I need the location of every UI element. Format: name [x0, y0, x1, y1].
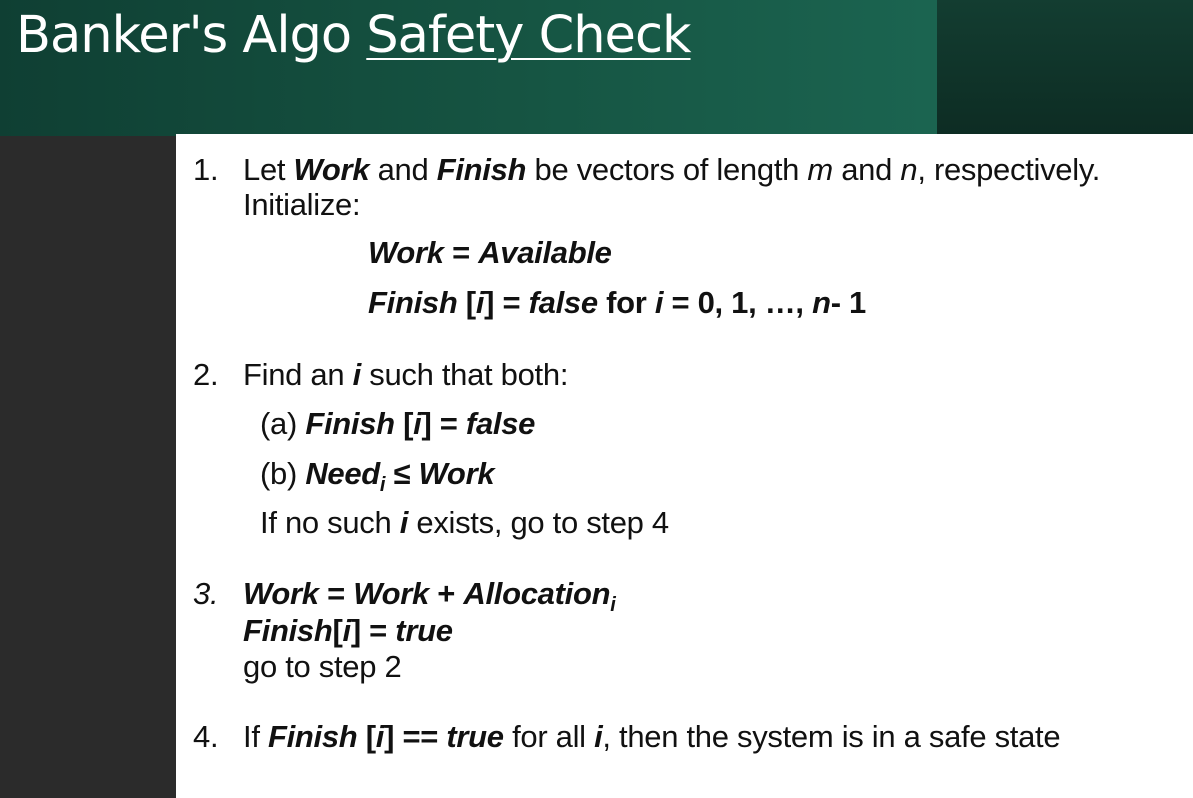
- var-i: i: [594, 719, 603, 754]
- bracket: [: [332, 613, 343, 648]
- term-work: Work: [293, 152, 370, 187]
- condition-label: (b): [260, 456, 306, 491]
- var-i: i: [342, 613, 351, 648]
- step-4-text-part: , then the system is in a safe state: [602, 719, 1061, 754]
- bracket: ] =: [484, 285, 529, 320]
- var-m: m: [807, 152, 833, 187]
- step-2-condition-a: [260, 406, 535, 442]
- step-1-text-part: and: [369, 152, 437, 187]
- var-i: i: [654, 285, 664, 320]
- condition-label: (a): [260, 406, 306, 441]
- step-1-number: 1.: [193, 152, 219, 187]
- step-1-text-part: , respectively.: [917, 152, 1101, 187]
- keyword-for: for: [597, 285, 655, 320]
- value-false: false: [528, 285, 598, 320]
- step-1-text-part: Let: [243, 152, 294, 187]
- var-n: n: [900, 152, 918, 187]
- term-work: Work: [243, 576, 319, 611]
- step-2-text-part: exists, go to step 4: [408, 505, 669, 540]
- var-i: i: [413, 406, 422, 441]
- index-range: = 0, 1, …,: [663, 285, 813, 320]
- var-i: i: [399, 505, 409, 540]
- left-panel: [0, 136, 176, 798]
- step-3-equation-work: [243, 576, 616, 616]
- plus-sign: +: [428, 576, 464, 611]
- less-equal-sign: ≤: [385, 456, 419, 491]
- term-need: Need: [305, 456, 380, 491]
- step-1-initialize: Initialize:: [243, 187, 361, 222]
- term-finish: Finish: [436, 152, 527, 187]
- title-plain: Banker's Algo: [16, 6, 367, 65]
- step-4-text-part: If: [243, 719, 268, 754]
- content-panel: [176, 134, 1193, 798]
- term-finish: Finish: [243, 613, 333, 648]
- var-i: i: [352, 357, 361, 392]
- step-1-text-part: be vectors of length: [526, 152, 808, 187]
- var-i: i: [475, 285, 485, 320]
- var-i: i: [375, 719, 385, 754]
- step-1-equation-work: [368, 235, 612, 271]
- value-false: false: [465, 406, 536, 441]
- index-range-end: - 1: [830, 285, 866, 320]
- bracket: ] =: [421, 406, 466, 441]
- step-2-condition-b: [260, 456, 495, 496]
- term-allocation: Allocation: [463, 576, 611, 611]
- subscript-i: i: [379, 474, 386, 496]
- term-finish: Finish: [368, 285, 458, 320]
- term-work: Work: [368, 235, 444, 270]
- step-1-text-part: and: [832, 152, 901, 187]
- step-4-text: [243, 719, 1060, 755]
- equals-sign: =: [443, 235, 479, 270]
- bracket: ] ==: [384, 719, 447, 754]
- step-2-text: [243, 357, 568, 393]
- step-4-number: 4.: [193, 719, 219, 754]
- step-2-text-part: Find an: [243, 357, 353, 392]
- title-underlined: Safety Check: [366, 6, 691, 65]
- slide-title: [16, 6, 691, 65]
- term-finish: Finish: [267, 719, 358, 754]
- subscript-i: i: [610, 594, 616, 616]
- step-2-text-part: If no such: [260, 505, 400, 540]
- step-3-equation-finish: [243, 613, 453, 649]
- term-work: Work: [353, 576, 429, 611]
- bracket: [: [357, 719, 376, 754]
- step-1-line: [193, 152, 218, 188]
- var-n: n: [812, 285, 831, 320]
- bracket: [: [394, 406, 414, 441]
- step-1-equation-finish: [368, 285, 866, 321]
- step-4-text-part: for all: [503, 719, 595, 754]
- step-2-text-part: such that both:: [360, 357, 569, 392]
- bracket: ] =: [350, 613, 396, 648]
- term-finish: Finish: [305, 406, 395, 441]
- equals-sign: =: [318, 576, 354, 611]
- step-2-fallback: [260, 505, 669, 541]
- step-1-text: [243, 152, 1100, 188]
- step-3-goto: go to step 2: [243, 649, 402, 684]
- term-available: Available: [478, 235, 612, 270]
- step-3-number: 3.: [193, 576, 219, 611]
- title-bar-accent: [937, 0, 1193, 136]
- value-true: true: [446, 719, 504, 754]
- term-work: Work: [418, 456, 495, 491]
- value-true: true: [395, 613, 453, 648]
- step-2-number: 2.: [193, 357, 219, 392]
- bracket: [: [457, 285, 476, 320]
